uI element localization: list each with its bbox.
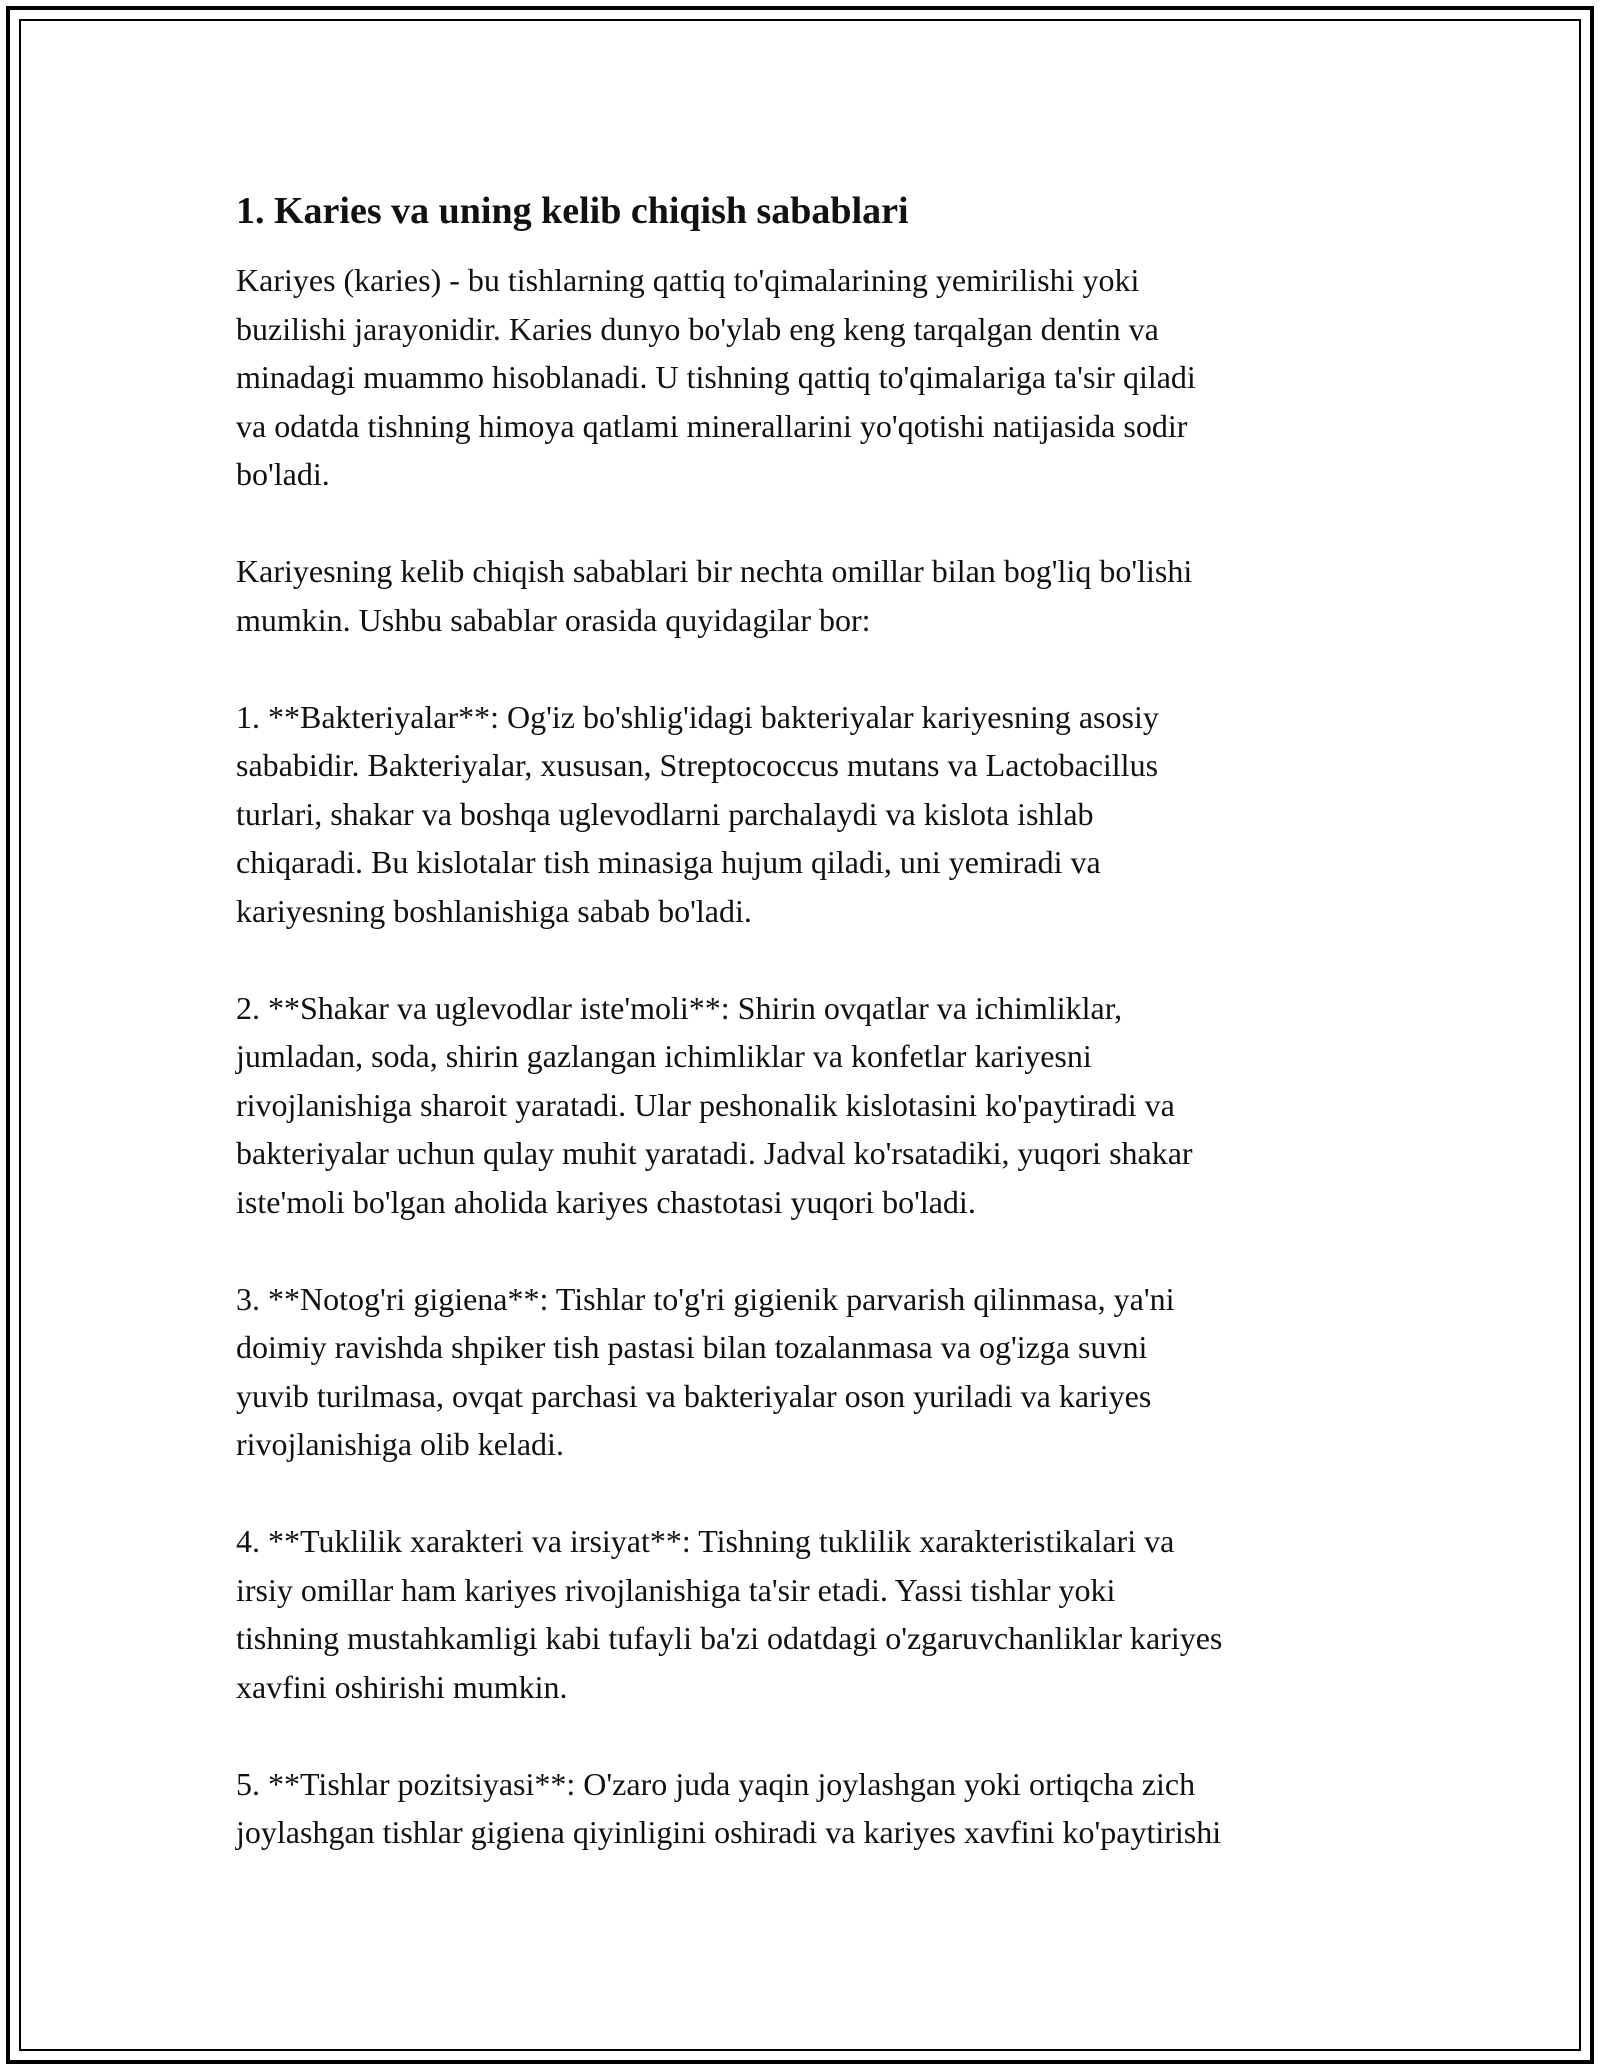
text-line: 2. **Shakar va uglevodlar iste'moli**: Shirin ovqatlar va ichimliklar, bbox=[236, 989, 1123, 1026]
text-line: rivojlanishiga sharoit yaratadi. Ular peshonalik kislotasini ko'paytiradi va bbox=[236, 1086, 1175, 1123]
text-line: buzilishi jarayonidir. Karies dunyo bo'ylab eng keng tarqalgan dentin va bbox=[236, 310, 1159, 347]
list-item-sugar bbox=[236, 984, 1366, 1227]
text-line: 3. **Notog'ri gigiena**: Tishlar to'g'ri gigienik parvarish qilinmasa, ya'ni bbox=[236, 1280, 1175, 1317]
text-line: jumladan, soda, shirin gazlangan ichimliklar va konfetlar kariyesni bbox=[236, 1038, 1092, 1074]
text-line: minadagi muammo hisoblanadi. U tishning qattiq to'qimalariga ta'sir qiladi bbox=[236, 359, 1196, 395]
text-line: 4. **Tuklilik xarakteri va irsiyat**: Tishning tuklilik xarakteristikalari va bbox=[236, 1523, 1175, 1559]
list-item-bacteria bbox=[236, 693, 1366, 936]
text-line: doimiy ravishda shpiker tish pastasi bilan tozalanmasa va og'izga suvni bbox=[236, 1329, 1148, 1365]
text-line: Kariyesning kelib chiqish sabablari bir nechta omillar bilan bog'liq bo'lishi bbox=[236, 553, 1193, 589]
list-item-teeth-position bbox=[236, 1760, 1366, 1857]
paragraph-causes-intro bbox=[236, 547, 1366, 644]
text-line: mumkin. Ushbu sabablar orasida quyidagilar bor: bbox=[236, 601, 871, 638]
text-line: rivojlanishiga olib keladi. bbox=[236, 1426, 564, 1462]
text-line: sababidir. Bakteriyalar, xususan, Streptococcus mutans va Lactobacillus bbox=[236, 747, 1159, 783]
section-title: 1. Karies va uning kelib chiqish sabablari bbox=[236, 190, 909, 232]
text-line: 5. **Tishlar pozitsiyasi**: O'zaro juda yaqin joylashgan yoki ortiqcha zich bbox=[236, 1765, 1196, 1802]
text-line: bo'ladi. bbox=[236, 456, 330, 492]
text-line: va odatda tishning himoya qatlami minerallarini yo'qotishi natijasida sodir bbox=[236, 407, 1188, 444]
text-line: 1. **Bakteriyalar**: Og'iz bo'shlig'idagi bakteriyalar kariyesning asosiy bbox=[236, 698, 1159, 735]
list-item-hygiene bbox=[236, 1275, 1366, 1469]
text-line: xavfini oshirishi mumkin. bbox=[236, 1668, 568, 1705]
text-line: tishning mustahkamligi kabi tufayli ba'zi odatdagi o'zgaruvchanliklar kariyes bbox=[236, 1620, 1223, 1656]
text-line: joylashgan tishlar gigiena qiyinligini oshiradi va kariyes xavfini ko'paytirishi bbox=[236, 1814, 1222, 1850]
text-line: irsiy omillar ham kariyes rivojlanishiga ta'sir etadi. Yassi tishlar yoki bbox=[236, 1571, 1116, 1608]
text-line: turlari, shakar va boshqa uglevodlarni parchalaydi va kislota ishlab bbox=[236, 795, 1094, 832]
text-line: bakteriyalar uchun qulay muhit yaratadi. Jadval ko'rsatadiki, yuqori shakar bbox=[236, 1135, 1193, 1171]
text-line: chiqaradi. Bu kislotalar tish minasiga hujum qiladi, uni yemiradi va bbox=[236, 844, 1101, 880]
text-line: kariyesning boshlanishiga sabab bo'ladi. bbox=[236, 892, 752, 929]
text-line: yuvib turilmasa, ovqat parchasi va bakteriyalar oson yuriladi va kariyes bbox=[236, 1377, 1152, 1414]
text-line: Kariyes (karies) - bu tishlarning qattiq to'qimalarining yemirilishi yoki bbox=[236, 262, 1140, 298]
text-line: iste'moli bo'lgan aholida kariyes chastotasi yuqori bo'ladi. bbox=[236, 1183, 976, 1220]
document-body bbox=[236, 186, 1366, 1905]
paragraph-intro bbox=[236, 256, 1366, 499]
list-item-heredity bbox=[236, 1517, 1366, 1711]
